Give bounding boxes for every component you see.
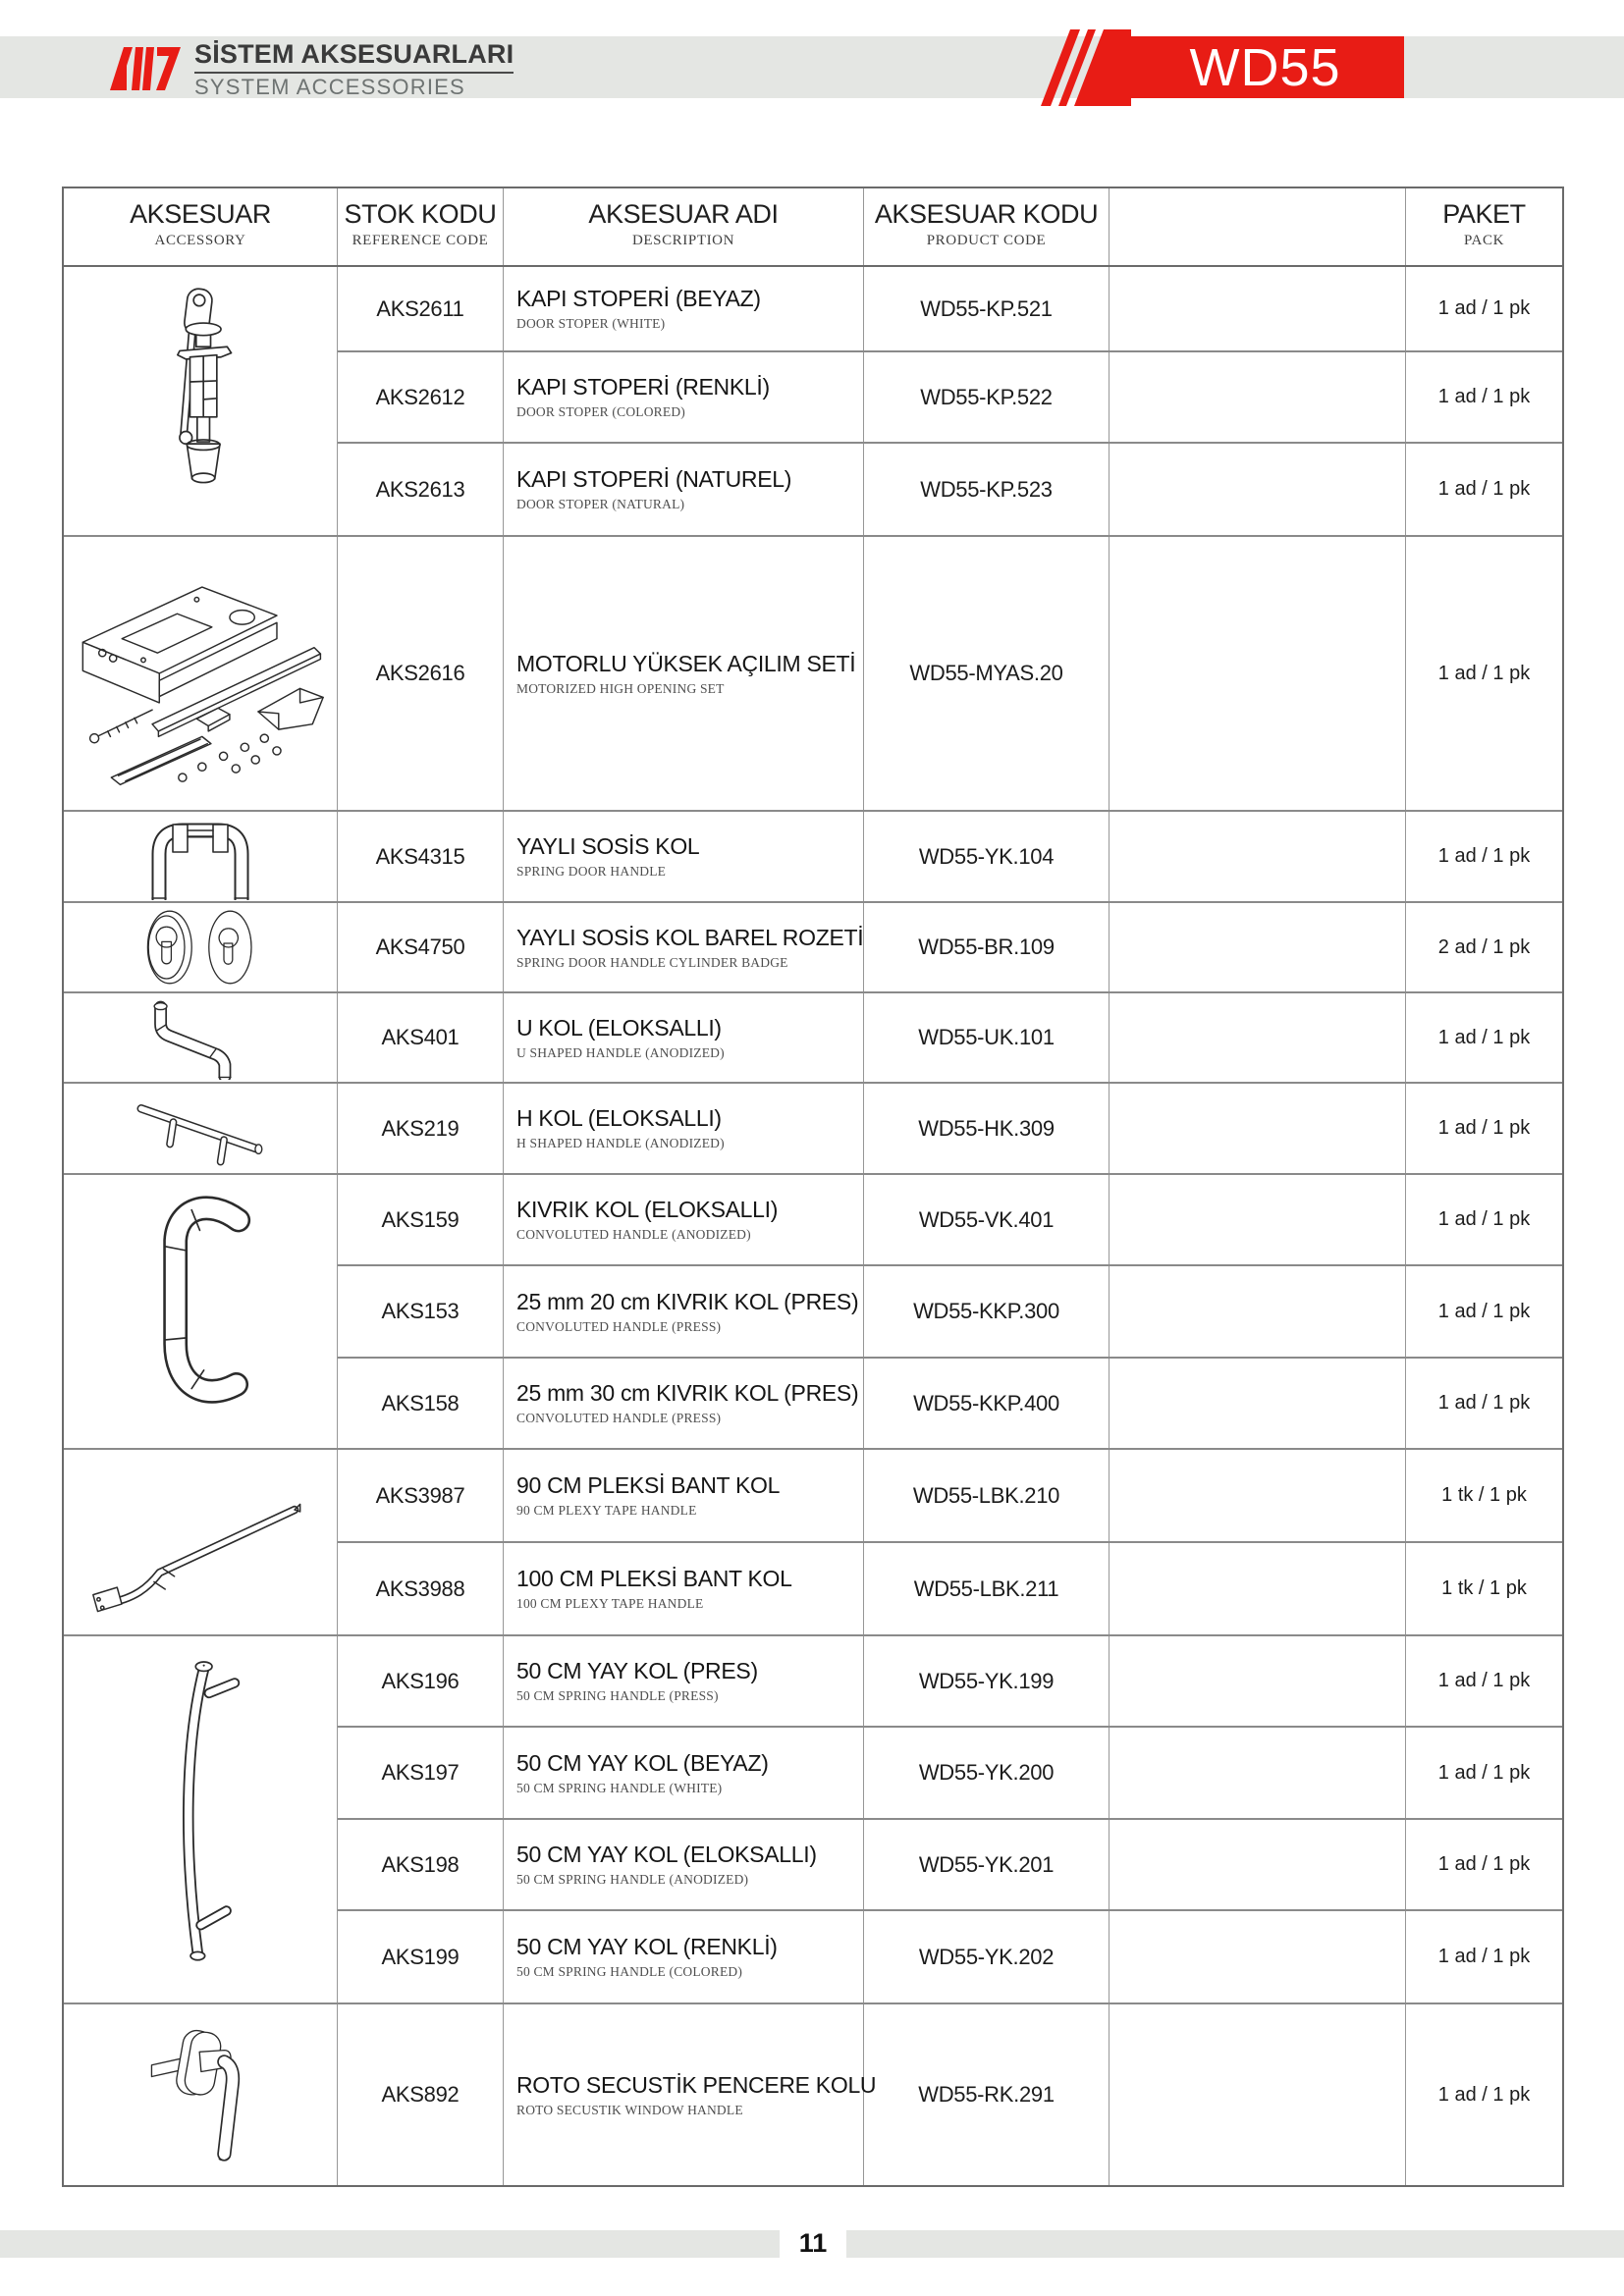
- accessory-image-cell: [64, 993, 338, 1082]
- window-handle-drawing: [127, 2012, 274, 2177]
- reference-code: AKS4750: [375, 934, 465, 959]
- description-cell: [504, 1820, 864, 1909]
- product-code: WD55-MYAS.20: [909, 661, 1063, 685]
- product-code-cell: [864, 903, 1110, 991]
- table-row: [338, 444, 1562, 535]
- description-cell: [504, 352, 864, 442]
- accessory-image-cell: [64, 903, 338, 991]
- reference-code: AKS2613: [375, 476, 465, 502]
- accessory-image-cell: [64, 1450, 338, 1634]
- reference-code: AKS196: [381, 1668, 460, 1693]
- table-row: [338, 537, 1562, 810]
- description-cell: [504, 1175, 864, 1264]
- product-code-cell: [864, 1728, 1110, 1818]
- accessory-image-cell: [64, 2004, 338, 2185]
- product-code: WD55-KP.522: [920, 384, 1053, 409]
- page-title: SİSTEM AKSESUARLARI: [194, 39, 514, 74]
- product-code-cell: [864, 1820, 1110, 1909]
- accessory-image-cell: [64, 267, 338, 535]
- table-row: [338, 1636, 1562, 1728]
- product-code: WD55-LBK.210: [912, 1482, 1060, 1508]
- description-english: CONVOLUTED HANDLE (ANODIZED): [516, 1227, 751, 1242]
- column-header-empty: [1110, 188, 1406, 265]
- pack-cell: [1406, 444, 1562, 535]
- empty-cell: [1110, 1359, 1406, 1448]
- reference-code: AKS197: [381, 1760, 460, 1785]
- empty-cell: [1110, 1084, 1406, 1173]
- reference-code: AKS2612: [375, 384, 465, 409]
- product-code: WD55-VK.401: [918, 1206, 1055, 1232]
- description-english: MOTORIZED HIGH OPENING SET: [516, 680, 725, 696]
- accessory-image-cell: [64, 1636, 338, 2002]
- pack-cell: [1406, 537, 1562, 810]
- description-english: DOOR STOPER (NATURAL): [516, 497, 685, 511]
- convoluted-handle-drawing: [125, 1188, 277, 1435]
- pack-quantity: 1 ad / 1 pk: [1437, 1946, 1531, 1967]
- product-code-cell: [864, 267, 1110, 350]
- reference-code-cell: [338, 993, 504, 1082]
- table-row: [338, 1820, 1562, 1911]
- pack-cell: [1406, 1084, 1562, 1173]
- empty-cell: [1110, 1266, 1406, 1357]
- reference-code-cell: [338, 2004, 504, 2185]
- description-english: 50 CM SPRING HANDLE (WHITE): [516, 1780, 723, 1795]
- description-cell: [504, 1450, 864, 1541]
- page-number: 11: [798, 2227, 828, 2258]
- pack-quantity: 1 ad / 1 pk: [1437, 1853, 1531, 1875]
- table-row: [338, 1728, 1562, 1820]
- accessory-group: [64, 267, 1562, 537]
- reference-code-cell: [338, 352, 504, 442]
- table-row: [338, 812, 1562, 901]
- door-stopper-drawing: [127, 283, 274, 520]
- empty-cell: [1110, 812, 1406, 901]
- pack-quantity: 1 ad / 1 pk: [1437, 478, 1531, 500]
- pack-quantity: 1 ad / 1 pk: [1437, 297, 1531, 319]
- product-code: WD55-YK.104: [918, 843, 1055, 869]
- accessory-group: [64, 2004, 1562, 2185]
- empty-cell: [1110, 1450, 1406, 1541]
- pack-quantity: 1 ad / 1 pk: [1437, 1761, 1531, 1784]
- accessory-group: [64, 903, 1562, 993]
- table-row: [338, 1543, 1562, 1634]
- pack-cell: [1406, 1266, 1562, 1357]
- accessory-image-cell: [64, 1175, 338, 1448]
- table-row: [338, 267, 1562, 352]
- pack-quantity: 1 ad / 1 pk: [1437, 1208, 1531, 1230]
- product-code-cell: [864, 2004, 1110, 2185]
- reference-code-cell: [338, 1543, 504, 1634]
- pack-cell: [1406, 993, 1562, 1082]
- empty-cell: [1110, 1820, 1406, 1909]
- product-code-cell: [864, 993, 1110, 1082]
- description-english: 100 CM PLEXY TAPE HANDLE: [516, 1596, 704, 1611]
- description-turkish: MOTORLU YÜKSEK AÇILIM SETİ: [516, 650, 856, 676]
- description-english: 50 CM SPRING HANDLE (ANODIZED): [516, 1872, 749, 1887]
- pack-cell: [1406, 352, 1562, 442]
- product-code: WD55-KP.523: [920, 476, 1053, 502]
- description-cell: [504, 267, 864, 350]
- table-row: [338, 1175, 1562, 1266]
- description-turkish: KAPI STOPERİ (BEYAZ): [516, 286, 761, 311]
- accessory-group: [64, 1084, 1562, 1175]
- description-cell: [504, 1543, 864, 1634]
- reference-code: AKS158: [381, 1390, 460, 1415]
- description-turkish: YAYLI SOSİS KOL BAREL ROZETİ: [516, 924, 864, 950]
- column-header-accessory: AKSESUAR ACCESSORY: [64, 188, 338, 265]
- description-turkish: 100 CM PLEKSİ BANT KOL: [516, 1566, 792, 1591]
- description-english: 90 CM PLEXY TAPE HANDLE: [516, 1503, 697, 1518]
- column-header-reference-code: STOK KODU REFERENCE CODE: [338, 188, 504, 265]
- reference-code-cell: [338, 1636, 504, 1726]
- accessory-image-cell: [64, 812, 338, 901]
- h-handle-drawing: [112, 1087, 289, 1171]
- reference-code-cell: [338, 537, 504, 810]
- reference-code-cell: [338, 1175, 504, 1264]
- table-row: [338, 1084, 1562, 1173]
- description-turkish: 50 CM YAY KOL (ELOKSALLI): [516, 1842, 817, 1867]
- pack-quantity: 1 ad / 1 pk: [1437, 2083, 1531, 2106]
- series-badge-label: WD55: [1189, 37, 1341, 97]
- description-english: U SHAPED HANDLE (ANODIZED): [516, 1044, 725, 1060]
- reference-code: AKS198: [381, 1851, 460, 1877]
- empty-cell: [1110, 903, 1406, 991]
- reference-code: AKS4315: [375, 843, 465, 869]
- description-cell: [504, 1359, 864, 1448]
- accessory-image-cell: [64, 537, 338, 810]
- table-row: [338, 1450, 1562, 1543]
- accessory-group: [64, 1450, 1562, 1636]
- red-slashes-icon: [1023, 29, 1131, 106]
- pack-quantity: 1 ad / 1 pk: [1437, 1670, 1531, 1691]
- reference-code-cell: [338, 1911, 504, 2002]
- brand-logo-icon: [110, 43, 183, 94]
- motorized-opening-set-drawing: [67, 550, 334, 797]
- empty-cell: [1110, 444, 1406, 535]
- table-header-row: [64, 188, 1562, 267]
- pack-quantity: 1 tk / 1 pk: [1441, 1577, 1527, 1599]
- description-english: CONVOLUTED HANDLE (PRESS): [516, 1411, 722, 1425]
- reference-code-cell: [338, 1266, 504, 1357]
- pack-quantity: 1 ad / 1 pk: [1437, 1392, 1531, 1414]
- product-code-cell: [864, 1084, 1110, 1173]
- reference-code: AKS892: [381, 2082, 460, 2107]
- pack-quantity: 1 ad / 1 pk: [1437, 845, 1531, 867]
- empty-cell: [1110, 267, 1406, 350]
- pack-cell: [1406, 1728, 1562, 1818]
- column-header-product-code: AKSESUAR KODU PRODUCT CODE: [864, 188, 1110, 265]
- description-turkish: KIVRIK KOL (ELOKSALLI): [516, 1197, 779, 1222]
- description-cell: [504, 993, 864, 1082]
- reference-code-cell: [338, 267, 504, 350]
- spring-handle-drawing: [144, 1650, 257, 1989]
- product-code: WD55-BR.109: [918, 934, 1055, 959]
- product-code-cell: [864, 1175, 1110, 1264]
- empty-cell: [1110, 1911, 1406, 2002]
- table-row: [338, 352, 1562, 444]
- pack-quantity: 1 ad / 1 pk: [1437, 662, 1531, 684]
- pack-cell: [1406, 1636, 1562, 1726]
- pack-cell: [1406, 1175, 1562, 1264]
- description-english: DOOR STOPER (WHITE): [516, 316, 666, 331]
- accessory-group: [64, 1175, 1562, 1450]
- description-cell: [504, 1266, 864, 1357]
- description-turkish: KAPI STOPERİ (NATUREL): [516, 466, 792, 492]
- empty-cell: [1110, 2004, 1406, 2185]
- description-turkish: KAPI STOPERİ (RENKLİ): [516, 374, 770, 400]
- reference-code: AKS3987: [375, 1482, 465, 1508]
- accessory-group: [64, 537, 1562, 812]
- reference-code-cell: [338, 1359, 504, 1448]
- description-turkish: 90 CM PLEKSİ BANT KOL: [516, 1472, 781, 1498]
- description-turkish: 25 mm 20 cm KIVRIK KOL (PRES): [516, 1288, 859, 1314]
- description-turkish: ROTO SECUSTİK PENCERE KOLU: [516, 2071, 877, 2098]
- reference-code-cell: [338, 1084, 504, 1173]
- reference-code-cell: [338, 812, 504, 901]
- accessory-group: [64, 993, 1562, 1084]
- description-english: 50 CM SPRING HANDLE (COLORED): [516, 1964, 743, 1979]
- description-english: SPRING DOOR HANDLE CYLINDER BADGE: [516, 954, 788, 970]
- description-english: 50 CM SPRING HANDLE (PRESS): [516, 1688, 719, 1703]
- description-cell: [504, 903, 864, 991]
- description-cell: [504, 2004, 877, 2185]
- product-code: WD55-KKP.400: [913, 1390, 1059, 1415]
- product-code-cell: [864, 1450, 1110, 1541]
- pack-cell: [1406, 1450, 1562, 1541]
- table-body: [64, 267, 1562, 2185]
- table-row: [338, 1359, 1562, 1448]
- product-code: WD55-HK.309: [918, 1115, 1055, 1141]
- table-row: [338, 1911, 1562, 2002]
- product-code-cell: [864, 1266, 1110, 1357]
- u-handle-drawing: [117, 995, 284, 1080]
- description-cell: [504, 444, 864, 535]
- column-header-description: AKSESUAR ADI DESCRIPTION: [504, 188, 864, 265]
- pack-cell: [1406, 267, 1562, 350]
- description-turkish: H KOL (ELOKSALLI): [516, 1105, 722, 1131]
- page-number-box: [780, 2220, 846, 2266]
- product-code-cell: [864, 537, 1110, 810]
- product-code: WD55-YK.201: [918, 1851, 1055, 1877]
- reference-code: AKS159: [381, 1206, 460, 1232]
- product-code-cell: [864, 444, 1110, 535]
- table-row: [338, 1266, 1562, 1359]
- product-code: WD55-RK.291: [918, 2082, 1055, 2107]
- product-code-cell: [864, 1911, 1110, 2002]
- accessories-table: [62, 187, 1564, 2187]
- product-code: WD55-YK.202: [918, 1944, 1055, 1969]
- empty-cell: [1110, 1636, 1406, 1726]
- empty-cell: [1110, 993, 1406, 1082]
- accessory-group: [64, 1636, 1562, 2004]
- accessory-group: [64, 812, 1562, 903]
- empty-cell: [1110, 537, 1406, 810]
- description-english: CONVOLUTED HANDLE (PRESS): [516, 1318, 722, 1334]
- pack-quantity: 1 ad / 1 pk: [1437, 1026, 1531, 1048]
- empty-cell: [1110, 1728, 1406, 1818]
- reference-code-cell: [338, 444, 504, 535]
- table-row: [338, 993, 1562, 1082]
- pack-quantity: 2 ad / 1 pk: [1437, 935, 1531, 958]
- product-code: WD55-KKP.300: [913, 1299, 1059, 1323]
- product-code: WD55-LBK.211: [913, 1575, 1059, 1601]
- description-turkish: 50 CM YAY KOL (RENKLİ): [516, 1934, 778, 1959]
- cylinder-badge-drawing: [113, 904, 288, 990]
- pack-quantity: 1 ad / 1 pk: [1437, 1117, 1531, 1139]
- pack-cell: [1406, 1359, 1562, 1448]
- reference-code: AKS2611: [376, 295, 464, 321]
- pack-cell: [1406, 1911, 1562, 2002]
- description-english: SPRING DOOR HANDLE: [516, 864, 667, 879]
- description-cell: [504, 812, 864, 901]
- description-english: H SHAPED HANDLE (ANODIZED): [516, 1136, 725, 1150]
- table-row: [338, 2004, 1562, 2185]
- reference-code-cell: [338, 1820, 504, 1909]
- pack-cell: [1406, 903, 1562, 991]
- pack-cell: [1406, 1820, 1562, 1909]
- description-english: DOOR STOPER (COLORED): [516, 404, 685, 419]
- product-code: WD55-YK.199: [918, 1668, 1055, 1693]
- reference-code: AKS219: [381, 1115, 460, 1141]
- product-code: WD55-YK.200: [918, 1760, 1055, 1785]
- accessory-image-cell: [64, 1084, 338, 1173]
- description-turkish: 50 CM YAY KOL (PRES): [516, 1658, 758, 1683]
- reference-code: AKS2616: [375, 661, 465, 685]
- reference-code: AKS199: [381, 1944, 460, 1969]
- pack-quantity: 1 ad / 1 pk: [1437, 386, 1531, 407]
- plexy-tape-handle-drawing: [78, 1464, 323, 1621]
- description-cell: [504, 1084, 864, 1173]
- reference-code-cell: [338, 1728, 504, 1818]
- description-cell: [504, 1728, 864, 1818]
- product-code-cell: [864, 1359, 1110, 1448]
- page-subtitle: SYSTEM ACCESSORIES: [194, 75, 465, 99]
- description-cell: [504, 1636, 864, 1726]
- product-code-cell: [864, 352, 1110, 442]
- reference-code: AKS3988: [375, 1575, 465, 1601]
- table-row: [338, 903, 1562, 991]
- description-turkish: YAYLI SOSİS KOL: [516, 833, 700, 859]
- product-code-cell: [864, 1543, 1110, 1634]
- pack-cell: [1406, 2004, 1562, 2185]
- reference-code-cell: [338, 903, 504, 991]
- description-english: ROTO SECUSTIK WINDOW HANDLE: [516, 2102, 743, 2117]
- product-code: WD55-UK.101: [918, 1025, 1055, 1049]
- reference-code: AKS401: [381, 1025, 460, 1049]
- description-turkish: 25 mm 30 cm KIVRIK KOL (PRES): [516, 1380, 859, 1406]
- description-cell: [504, 1911, 864, 2002]
- description-turkish: U KOL (ELOKSALLI): [516, 1014, 722, 1041]
- reference-code-cell: [338, 1450, 504, 1541]
- product-code: WD55-KP.521: [920, 295, 1053, 321]
- product-code-cell: [864, 812, 1110, 901]
- pack-quantity: 1 tk / 1 pk: [1441, 1484, 1527, 1506]
- pack-cell: [1406, 1543, 1562, 1634]
- series-badge: [1126, 36, 1404, 98]
- pack-quantity: 1 ad / 1 pk: [1437, 1300, 1531, 1322]
- brand-titles: [194, 39, 514, 100]
- empty-cell: [1110, 1543, 1406, 1634]
- description-turkish: 50 CM YAY KOL (BEYAZ): [516, 1749, 769, 1776]
- pack-cell: [1406, 812, 1562, 901]
- product-code-cell: [864, 1636, 1110, 1726]
- description-cell: [504, 537, 864, 810]
- empty-cell: [1110, 352, 1406, 442]
- reference-code: AKS153: [381, 1299, 460, 1323]
- empty-cell: [1110, 1175, 1406, 1264]
- column-header-pack: PAKET PACK: [1442, 199, 1526, 248]
- spring-door-handle-drawing: [112, 813, 289, 900]
